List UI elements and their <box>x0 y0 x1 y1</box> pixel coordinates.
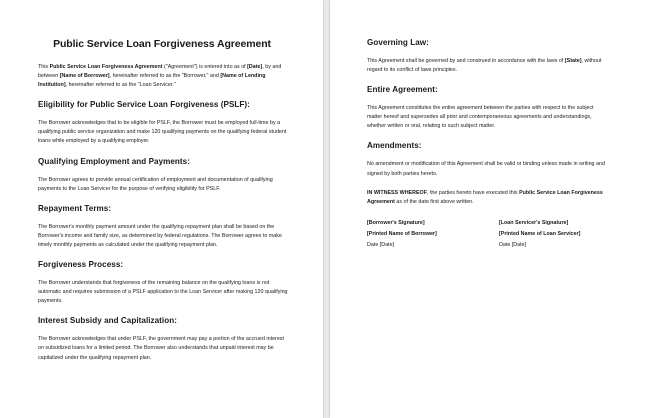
section-heading-interest: Interest Subsidy and Capitalization: <box>38 316 177 326</box>
section-body-forgiveness: The Borrower understands that forgiveness of the remaining balance on the qualifying loans is not automatic and requires submission of a PSLF application to the Loan Servicer after making 120 qualifying payments. <box>38 280 288 305</box>
section-heading-employment: Qualifying Employment and Payments: <box>38 156 190 166</box>
section-body-amendments: No amendment or modification of this Agreement shall be valid or binding unless made in writing and signed by both parties hereto. <box>367 161 605 177</box>
servicer-signature-line: [Loan Servicer's Signature] <box>499 219 569 226</box>
section-heading-entire-agreement: Entire Agreement: <box>367 85 438 95</box>
servicer-date: Date [Date] <box>499 242 527 249</box>
section-heading-forgiveness: Forgiveness Process: <box>38 260 124 270</box>
borrower-signature-line: [Borrower's Signature] <box>367 219 425 226</box>
section-body-interest: The Borrower acknowledges that under PSLF, the government may pay a portion of the accrued interest on subsidized loans for a limited period. The Borrower also understands that unpaid interest may be capitalized under the qualifying repayment plan. <box>38 336 284 361</box>
intro-paragraph: This Public Service Loan Forgiveness Agreement ("Agreement") is entered into as of [Date], by and between [Name of Borrower], hereinafter referred to as the "Borrower," and [Name of Lending Institution], hereinafter referred to as the "Loan Servicer." <box>38 64 282 89</box>
section-heading-amendments: Amendments: <box>367 141 422 151</box>
section-body-eligibility: The Borrower acknowledges that to be eligible for PSLF, the Borrower must be employed full-time by a qualifying public service organization and make 120 qualifying payments on the qualifying federal student loans while employed by a qualifying employer. <box>38 120 287 145</box>
section-body-entire-agreement: This Agreement constitutes the entire agreement between the parties with respect to the subject matter hereof and supersedes all prior and contemporaneous agreements and understandings, whether written or oral, relating to such subject matter. <box>367 105 594 130</box>
section-body-repayment: The Borrower's monthly payment amount under the qualifying repayment plan shall be based on the Borrower's income and family size, as determined by federal regulations. The Borrower agrees to make timely monthly payments as calculated under the qualifying repayment plan. <box>38 223 282 248</box>
borrower-printed-name: [Printed Name of Borrower] <box>367 230 437 237</box>
witness-paragraph: IN WITNESS WHEREOF, the parties hereto have executed this Public Service Loan Forgiveness Agreement as of the date first above written. <box>367 189 603 205</box>
signature-block <box>367 219 652 250</box>
section-heading-governing-law: Governing Law: <box>367 38 429 47</box>
borrower-date: Date [Date] <box>367 242 395 249</box>
section-heading-repayment: Repayment Terms: <box>38 203 112 213</box>
document-page-2 <box>330 0 652 418</box>
section-body-governing-law: This Agreement shall be governed by and construed in accordance with the laws of [State], without regard to its conflict of laws principles. <box>367 58 602 74</box>
servicer-printed-name: [Printed Name of Loan Servicer] <box>499 230 581 237</box>
section-heading-eligibility: Eligibility for Public Service Loan Forgiveness (PSLF): <box>38 100 250 110</box>
document-title: Public Service Loan Forgiveness Agreement <box>53 38 271 50</box>
document-page-1 <box>0 0 323 418</box>
section-body-employment: The Borrower agrees to provide annual certification of employment and documentation of qualifying payments to the Loan Servicer for the purpose of verifying eligibility for PSLF. <box>38 176 273 192</box>
